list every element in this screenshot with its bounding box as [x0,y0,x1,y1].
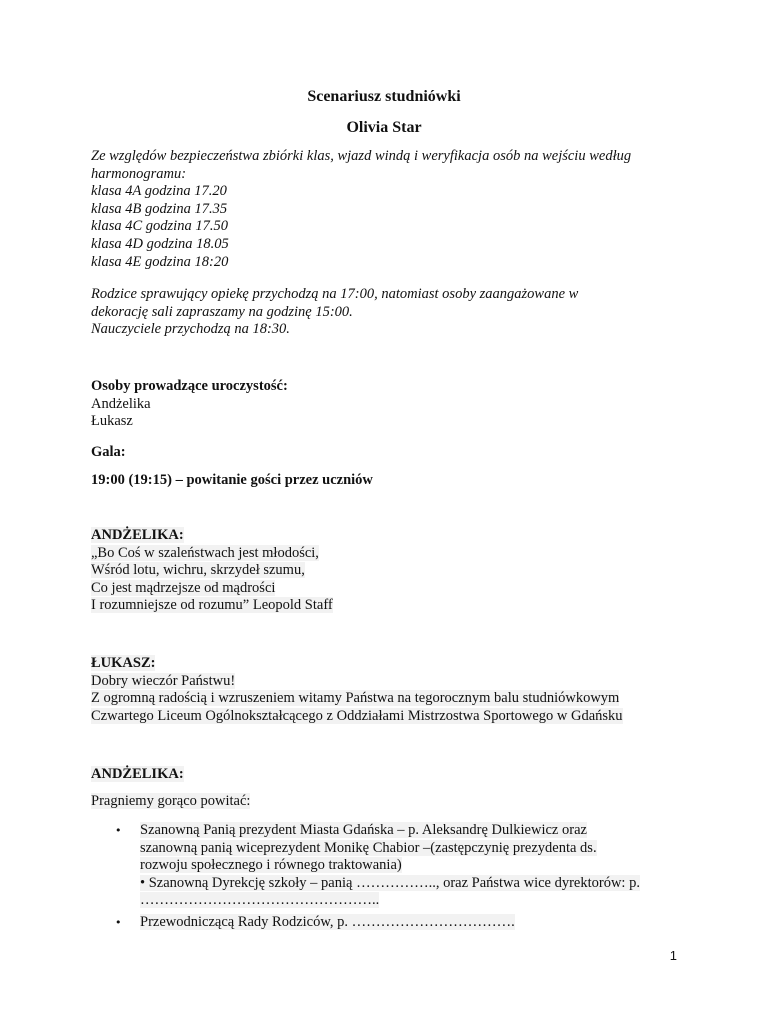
document-title: Scenariusz studniówki [307,88,461,105]
schedule-paragraph [91,148,691,271]
quote-line: Wśród lotu, wichru, skrzydeł szumu, [91,562,305,579]
arrival-line: dekorację sali zapraszamy na godzinę 15:00. [91,303,353,320]
guest-line: Przewodniczącą Rady Rodziców, p. ……………………………. [140,914,515,930]
welcome-line: Czwartego Liceum Ogólnokształcącego z Oddziałami Mistrzostwa Sportowego w Gdańsku [91,707,623,724]
quote-line: Co jest mądrzejsze od mądrości [91,579,276,596]
schedule-line: klasa 4C godzina 17.50 [91,218,228,235]
guest-line: szanowną panią wiceprezydent Monikę Chabior –(zastępczynię prezydenta ds. [140,839,597,856]
quote-line: I rozumniejsze od rozumu” Leopold Staff [91,597,333,614]
schedule-line: klasa 4D godzina 18.05 [91,235,229,252]
guest-line: rozwoju społecznego i równego traktowania) [140,857,402,874]
andzelika-quote-section [91,527,691,615]
schedule-line: klasa 4B godzina 17.35 [91,200,228,217]
andzelika-greeting-speaker [91,766,691,784]
page-number: 1 [669,948,677,963]
greeting-intro [91,793,691,811]
schedule-line: Ze względów bezpieczeństwa zbiórki klas, wjazd windą i weryfikacja osób na wejściu według [91,148,632,164]
greeting-line: Pragniemy gorąco powitać: [91,793,251,809]
welcome-line: Dobry wieczór Państwu! [91,672,236,689]
arrival-note [91,286,691,339]
speaker-label: ANDŻELIKA: [91,766,184,782]
hosts-section [91,378,691,431]
lukasz-welcome-section [91,655,691,725]
arrival-line: Rodzice sprawujący opiekę przychodzą na 17:00, natomiast osoby zaangażowane w [91,286,579,302]
hosts-heading: Osoby prowadzące uroczystość: [91,378,288,394]
speaker-label: ŁUKASZ: [91,655,156,671]
gala-heading: Gala: [91,444,126,460]
document-subtitle: Olivia Star [346,119,422,136]
welcome-line: Z ogromną radością i wzruszeniem witamy Państwa na tegorocznym balu studniówkowym [91,690,620,707]
speaker-label: ANDŻELIKA: [91,527,184,543]
host-name: Łukasz [91,413,133,430]
quote-line: „Bo Coś w szaleństwach jest młodości, [91,544,319,561]
guest-line: Szanowną Panią prezydent Miasta Gdańska – p. Aleksandrę Dulkiewicz oraz [140,822,587,838]
bullet-icon: • [115,916,122,929]
schedule-line: harmonogramu: [91,165,187,182]
schedule-line: klasa 4A godzina 17.20 [91,183,227,200]
start-time-line: 19:00 (19:15) – powitanie gości przez uczniów [91,472,373,488]
host-name: Andżelika [91,395,151,412]
arrival-line: Nauczyciele przychodzą na 18:30. [91,321,290,338]
guest-line: • Szanowną Dyrekcję szkoły – panią …………….., oraz Państwa wice dyrektorów: p. [140,874,640,891]
schedule-line: klasa 4E godzina 18:20 [91,253,229,270]
guest-line: ………………………………………….. [140,892,380,909]
bullet-icon: • [115,824,122,837]
